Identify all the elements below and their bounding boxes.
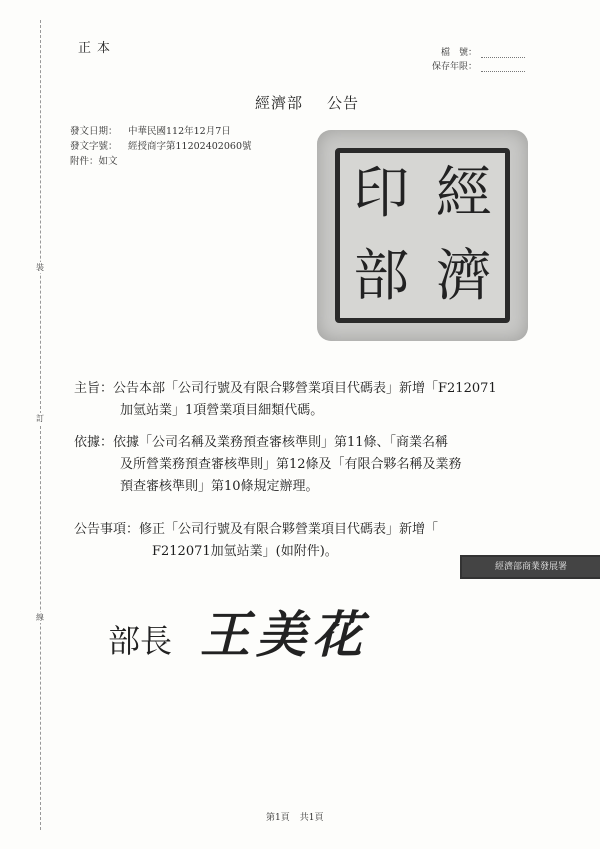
subject-line-1 [74,378,544,400]
margin-mark-bind: 裝 [36,263,44,272]
issue-no-row [70,139,252,154]
subject-paragraph [74,378,544,422]
subject-line-2: 加氫站業」1項營業項目細類代碼。 [120,403,324,418]
agency-stamp: 經濟部商業發展署 [460,555,600,579]
issue-no-label: 發文字號： [70,141,118,152]
seal-char: 部 [353,243,410,309]
signer-name: 王美花 [200,605,369,664]
signature-block [108,595,368,667]
binding-margin-line [40,20,41,830]
notice-line-1 [74,519,574,541]
issue-date-label: 發文日期： [70,126,118,137]
file-no-row [425,46,525,60]
issue-no-value: 經授商字第11202402060號 [128,141,252,152]
notice-label: 公告事項： [74,522,140,537]
copy-mark: 正本 [78,41,117,56]
basis-line-1 [74,432,544,454]
margin-mark-line: 線 [36,613,44,622]
basis-label: 依據： [74,435,114,450]
issue-date-value: 中華民國112年12月7日 [128,126,231,137]
subject-text-1: 公告本部「公司行號及有限合夥營業項目代碼表」新增「F212071 [113,381,497,396]
file-meta [425,46,525,74]
notice-line-2: F212071加氫站業」(如附件)。 [152,544,338,559]
signer-title: 部長 [108,622,173,660]
attachment-row [70,154,252,169]
basis-paragraph [74,432,544,498]
attachment-value: 如文 [98,156,118,167]
official-seal [317,130,528,341]
seal-inner [335,148,510,323]
seal-char: 經 [435,161,492,226]
page-total: 共1頁 [299,813,324,823]
retention-label: 保存年限： [431,62,477,72]
document-type: 公告 [327,94,360,112]
seal-char: 印 [353,161,410,226]
basis-line-2: 及所營業務預查審核準則」第12條及「有限合夥名稱及業務 [120,457,462,472]
page-number: 第1頁 [266,813,290,823]
issue-info [70,124,252,169]
retention-blank [481,60,525,72]
file-no-label: 檔 號： [440,48,477,58]
issue-date-row [70,124,252,139]
seal-char: 濟 [435,243,492,309]
retention-row [425,60,525,74]
ministry-name: 經濟部 [255,94,304,112]
margin-mark-staple: 訂 [36,414,44,423]
basis-line-3: 預查審核準則」第10條規定辦理。 [120,479,319,494]
basis-text-1: 依據「公司名稱及業務預查審核準則」第11條、「商業名稱 [113,435,449,450]
document-title [255,92,359,113]
file-no-blank [481,46,525,58]
notice-text-1: 修正「公司行號及有限合夥營業項目代碼表」新增「 [139,522,439,537]
page-footer [266,810,323,823]
subject-label: 主旨： [74,381,114,396]
attachment-label: 附件： [70,156,99,167]
